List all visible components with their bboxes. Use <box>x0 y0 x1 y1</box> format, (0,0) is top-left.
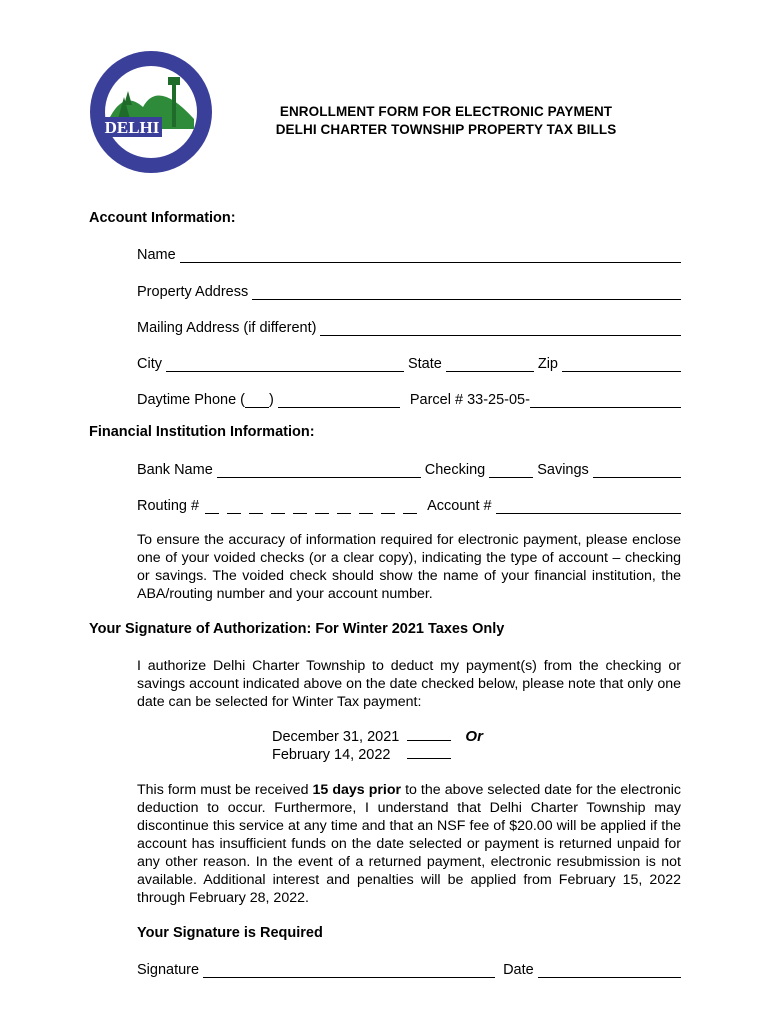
terms-notice <box>137 781 681 907</box>
account-information-heading: Account Information: <box>89 210 236 226</box>
routing-digit[interactable] <box>359 498 373 514</box>
property-address-row <box>137 280 681 300</box>
routing-digit[interactable] <box>403 498 417 514</box>
city-label: City <box>137 356 162 372</box>
routing-digit[interactable] <box>293 498 307 514</box>
signature-required-heading: Your Signature is Required <box>137 925 323 941</box>
township-seal-graphic <box>88 49 214 175</box>
daytime-phone-label: Daytime Phone ( <box>137 392 245 408</box>
state-field[interactable] <box>446 356 534 372</box>
signature-label: Signature <box>137 962 200 978</box>
mailing-address-row <box>137 316 681 336</box>
bank-name-field[interactable] <box>217 462 421 478</box>
terms-notice-emphasis: 15 days prior <box>312 782 402 798</box>
checking-field[interactable] <box>489 462 533 478</box>
routing-digit[interactable] <box>271 498 285 514</box>
account-number-field[interactable] <box>496 498 681 514</box>
date-label: Date <box>503 962 534 978</box>
or-label: Or <box>465 728 483 745</box>
date-option-2-label: February 14, 2022 <box>272 747 391 763</box>
authorization-heading: Your Signature of Authorization: For Winter 2021 Taxes Only <box>89 621 505 637</box>
financial-institution-heading: Financial Institution Information: <box>89 424 315 440</box>
zip-field[interactable] <box>562 356 681 372</box>
savings-field[interactable] <box>593 462 681 478</box>
signature-field[interactable] <box>203 962 495 978</box>
bank-row <box>137 458 681 478</box>
voided-check-instructions: To ensure the accuracy of information required for electronic payment, please enclose one of your voided checks (or a clear copy), indicating the type of account – checking or savings. The voided check should show the name of your financial institution, the ABA/routing number and your account number. <box>137 532 681 602</box>
name-field[interactable] <box>180 247 681 263</box>
account-number-label: Account # <box>427 498 492 514</box>
routing-account-row <box>137 494 681 514</box>
phone-parcel-row <box>137 388 681 408</box>
routing-digit[interactable] <box>337 498 351 514</box>
routing-digit[interactable] <box>227 498 241 514</box>
savings-label: Savings <box>537 462 589 478</box>
city-field[interactable] <box>166 356 404 372</box>
township-logo <box>88 49 214 175</box>
property-address-label: Property Address <box>137 284 249 300</box>
terms-notice-part2: to the above selected date for the electronic deduction to occur. Furthermore, I understand that Delhi Charter Township may discontinue this service at any time and that an NSF fee of $20.00 will be applied if the account has insufficient funds on the date selected or payment is returned unpaid for any other reason. In the event of a returned payment, electronic resubmission is not available. Additional interest and penalties will be applied from February 15, 2022 through February 28, 2022. <box>137 782 681 906</box>
routing-digit[interactable] <box>315 498 329 514</box>
parcel-label: Parcel # 33-25-05- <box>409 392 530 408</box>
svg-text:DELHI: DELHI <box>104 118 160 137</box>
routing-label: Routing # <box>137 498 200 514</box>
property-address-field[interactable] <box>252 284 681 300</box>
phone-number-field[interactable] <box>278 392 400 408</box>
name-label: Name <box>137 247 176 263</box>
terms-notice-part1: This form must be received <box>137 782 313 798</box>
area-code-field[interactable] <box>245 392 269 408</box>
checking-label: Checking <box>424 462 486 478</box>
date-option-2-checkbox[interactable] <box>407 746 451 759</box>
date-option-1 <box>272 728 483 745</box>
mailing-address-label: Mailing Address (if different) <box>137 320 317 336</box>
date-option-1-checkbox[interactable] <box>407 728 451 741</box>
date-field[interactable] <box>538 962 681 978</box>
date-option-1-label: December 31, 2021 <box>272 729 400 745</box>
date-option-2 <box>272 746 451 763</box>
name-row <box>137 243 681 263</box>
routing-digit[interactable] <box>381 498 395 514</box>
mailing-address-field[interactable] <box>320 320 681 336</box>
state-label: State <box>407 356 442 372</box>
form-title-line2: DELHI CHARTER TOWNSHIP PROPERTY TAX BILLS <box>275 122 617 137</box>
phone-close-paren: ) <box>269 392 274 408</box>
authorization-statement: I authorize Delhi Charter Township to deduct my payment(s) from the checking or savings account indicated above on the date checked below, please note that only one date can be selected for Winter Tax payment: <box>137 658 681 710</box>
routing-number-field[interactable] <box>205 498 425 514</box>
form-title-line1: ENROLLMENT FORM FOR ELECTRONIC PAYMENT <box>279 104 613 119</box>
parcel-number-field[interactable] <box>530 392 681 408</box>
routing-digit[interactable] <box>205 498 219 514</box>
routing-digit[interactable] <box>249 498 263 514</box>
city-state-zip-row <box>137 352 681 372</box>
signature-row <box>137 958 681 978</box>
bank-name-label: Bank Name <box>137 462 213 478</box>
zip-label: Zip <box>537 356 558 372</box>
